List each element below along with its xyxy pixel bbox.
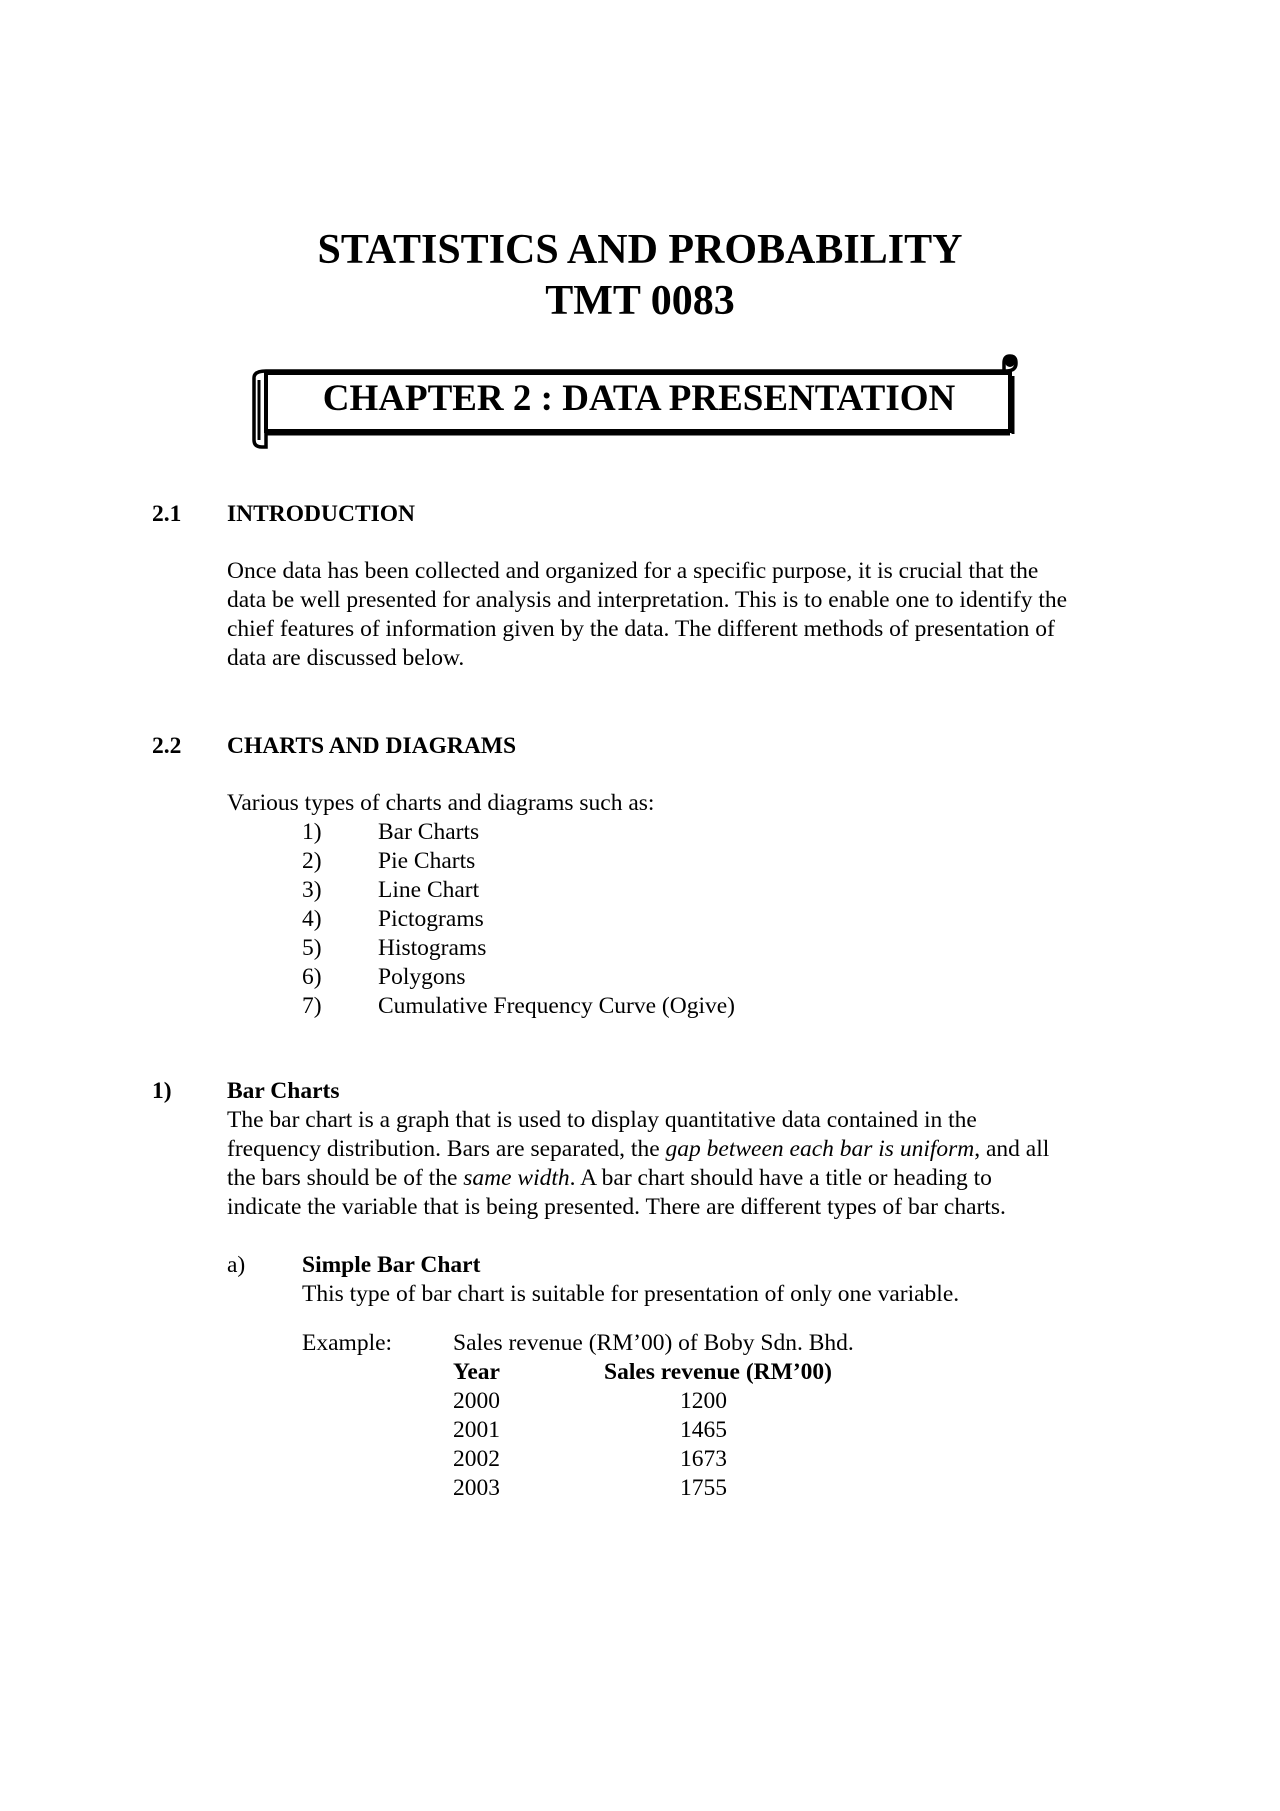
bar-charts-paragraph-line: indicate the variable that is being presented. There are different types of bar charts. [227, 1194, 1006, 1220]
list-item-label: Pictograms [378, 906, 484, 932]
example-caption: Sales revenue (RM’00) of Boby Sdn. Bhd. [453, 1330, 854, 1356]
italic-emphasis: same width [463, 1165, 570, 1191]
list-item-number: 5) [302, 935, 322, 961]
list-item-number: 7) [302, 993, 322, 1019]
list-item-number: 4) [302, 906, 322, 932]
section-heading-introduction: INTRODUCTION [227, 501, 416, 527]
chapter-banner-title: CHAPTER 2 : DATA PRESENTATION [322, 378, 956, 419]
text-run: , and all [974, 1136, 1050, 1162]
section-number: 2.1 [152, 501, 182, 527]
list-item-number: 3) [302, 877, 322, 903]
intro-paragraph-line: Once data has been collected and organized for a specific purpose, it is crucial that the [227, 558, 1039, 584]
table-header-year: Year [453, 1359, 500, 1385]
bar-charts-paragraph-line: The bar chart is a graph that is used to display quantitative data contained in the [227, 1107, 977, 1133]
subsection-number: 1) [152, 1078, 172, 1104]
course-code: TMT 0083 [545, 278, 735, 324]
text-run: frequency distribution. Bars are separated, the [227, 1136, 666, 1162]
list-item-number: 6) [302, 964, 322, 990]
table-cell-sales: 1465 [680, 1417, 727, 1443]
intro-paragraph-line: data are discussed below. [227, 645, 465, 671]
simple-bar-chart-description: This type of bar chart is suitable for presentation of only one variable. [302, 1281, 960, 1307]
subsubsection-heading-simple-bar-chart: Simple Bar Chart [302, 1252, 481, 1278]
table-cell-sales: 1673 [680, 1446, 727, 1472]
italic-emphasis: gap between each bar is uniform [665, 1136, 975, 1162]
intro-paragraph-line: data be well presented for analysis and interpretation. This is to enable one to identify the [227, 587, 1068, 613]
table-header-sales: Sales revenue (RM’00) [604, 1359, 832, 1385]
list-item-label: Polygons [378, 964, 466, 990]
example-label: Example: [302, 1330, 393, 1356]
table-cell-sales: 1200 [680, 1388, 727, 1414]
section-heading-charts-diagrams: CHARTS AND DIAGRAMS [227, 733, 517, 759]
section-number: 2.2 [152, 733, 182, 759]
list-item-label: Histograms [378, 935, 487, 961]
subsection-heading-bar-charts: Bar Charts [227, 1078, 340, 1104]
list-item-label: Line Chart [378, 877, 480, 903]
subsubsection-letter: a) [227, 1252, 246, 1278]
text-run: the bars should be of the [227, 1165, 464, 1191]
table-cell-year: 2000 [453, 1388, 500, 1414]
list-item-number: 2) [302, 848, 322, 874]
table-cell-sales: 1755 [680, 1475, 727, 1501]
list-item-label: Cumulative Frequency Curve (Ogive) [378, 993, 735, 1019]
list-item-label: Bar Charts [378, 819, 480, 845]
table-cell-year: 2003 [453, 1475, 500, 1501]
charts-intro-text: Various types of charts and diagrams such as: [227, 790, 655, 816]
document-title: STATISTICS AND PROBABILITY [317, 227, 963, 273]
intro-paragraph-line: chief features of information given by the data. The different methods of presentation of [227, 616, 1055, 642]
table-cell-year: 2001 [453, 1417, 500, 1443]
list-item-number: 1) [302, 819, 322, 845]
text-run: . A bar chart should have a title or heading to [569, 1165, 992, 1191]
bar-charts-paragraph-line [227, 1135, 1049, 1164]
list-item-label: Pie Charts [378, 848, 476, 874]
bar-charts-paragraph-line [227, 1164, 992, 1193]
table-cell-year: 2002 [453, 1446, 500, 1472]
